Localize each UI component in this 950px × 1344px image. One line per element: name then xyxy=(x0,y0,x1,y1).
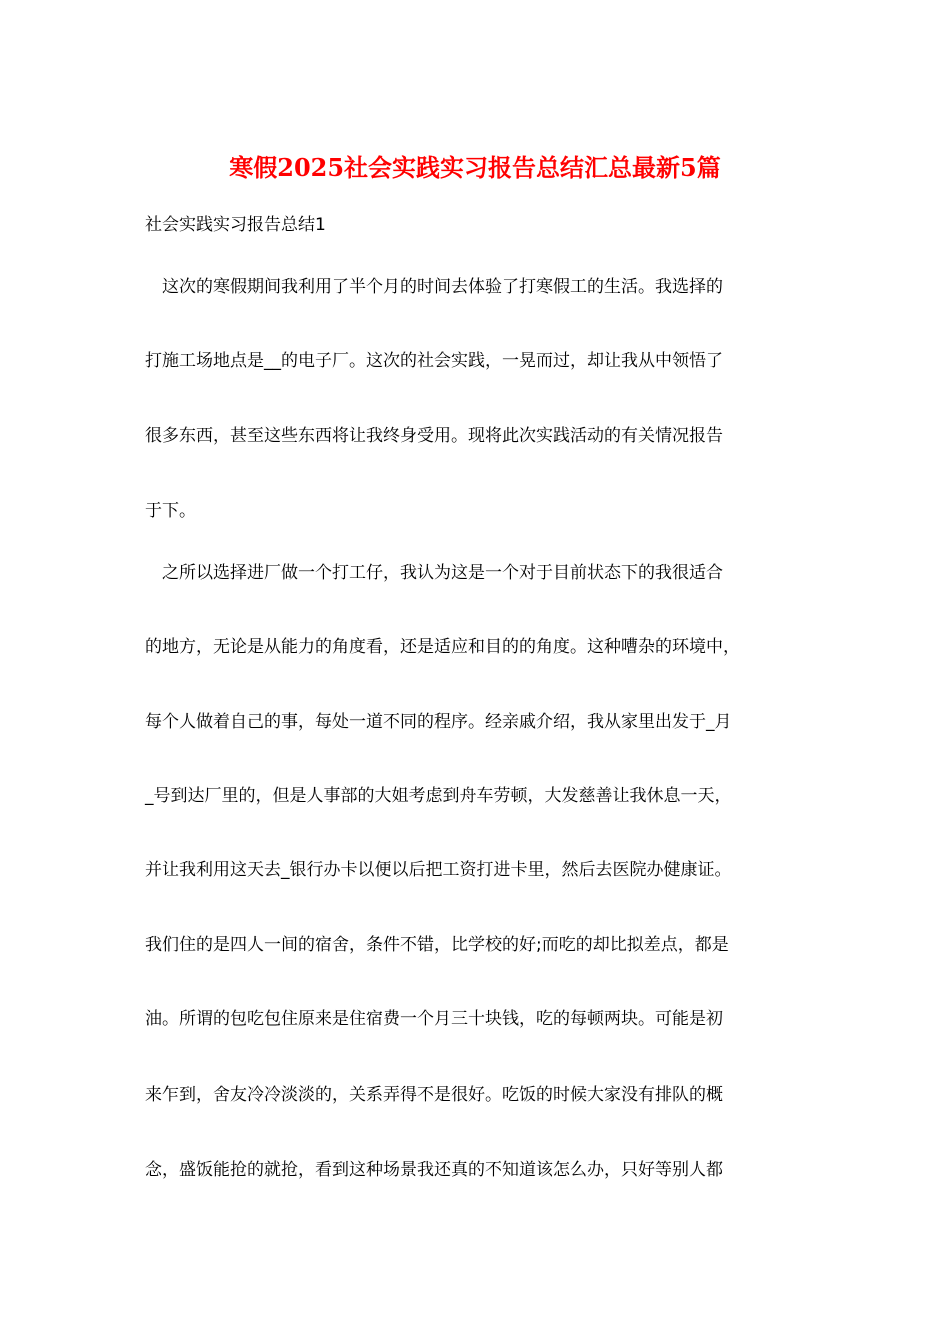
section-heading: 社会实践实习报告总结1 xyxy=(145,215,326,235)
paragraph-line: 来乍到，舍友冷冷淡淡的，关系弄得不是很好。吃饭的时候大家没有排队的概 xyxy=(145,1085,723,1105)
paragraph-line: 这次的寒假期间我利用了半个月的时间去体验了打寒假工的生活。我选择的 xyxy=(145,277,723,297)
paragraph-line: 打施工场地点是__的电子厂。这次的社会实践，一晃而过，却让我从中领悟了 xyxy=(145,351,723,371)
paragraph-line: 我们住的是四人一间的宿舍，条件不错，比学校的好;而吃的却比拟差点，都是 xyxy=(145,935,729,955)
paragraph-line: 的地方，无论是从能力的角度看，还是适应和目的的角度。这种嘈杂的环境中， xyxy=(145,637,740,657)
paragraph-line: 很多东西，甚至这些东西将让我终身受用。现将此次实践活动的有关情况报告 xyxy=(145,426,723,446)
paragraph-line: _号到达厂里的，但是人事部的大姐考虑到舟车劳顿，大发慈善让我休息一天， xyxy=(145,786,732,806)
document-title: 寒假2025社会实践实习报告总结汇总最新5篇 xyxy=(229,153,721,182)
paragraph-line: 油。所谓的包吃包住原来是住宿费一个月三十块钱，吃的每顿两块。可能是初 xyxy=(145,1009,723,1029)
paragraph-line: 念，盛饭能抢的就抢，看到这种场景我还真的不知道该怎么办，只好等别人都 xyxy=(145,1160,723,1180)
paragraph-line: 之所以选择进厂做一个打工仔，我认为这是一个对于目前状态下的我很适合 xyxy=(145,563,723,583)
paragraph-line: 并让我利用这天去_银行办卡以便以后把工资打进卡里，然后去医院办健康证。 xyxy=(145,860,732,880)
paragraph-line: 于下。 xyxy=(145,501,196,521)
paragraph-line: 每个人做着自己的事，每处一道不同的程序。经亲戚介绍，我从家里出发于_月 xyxy=(145,712,732,732)
